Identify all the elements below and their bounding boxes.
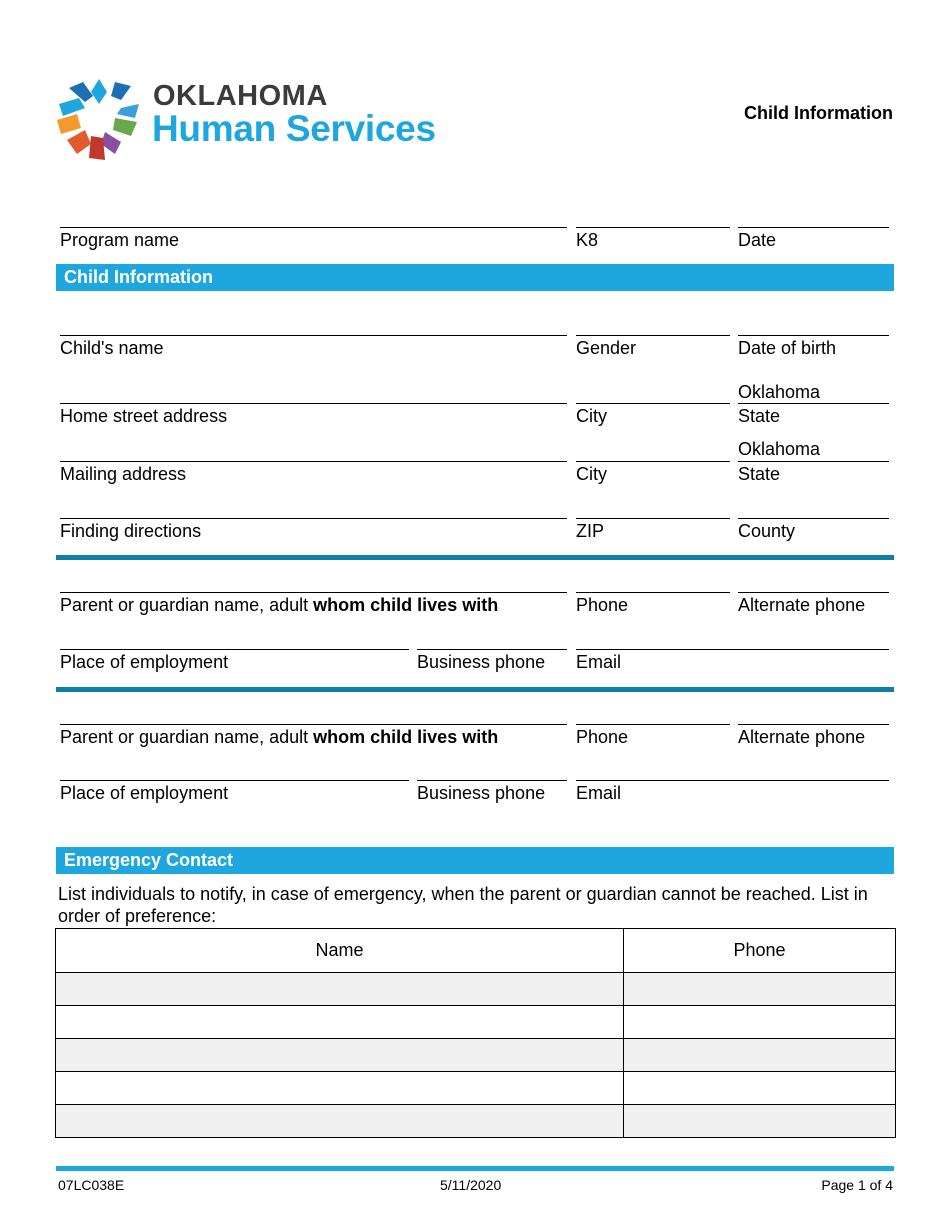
program-name-label: Program name	[60, 230, 180, 250]
home-state-value: Oklahoma	[738, 382, 821, 402]
guardian-1-business-phone-label: Business phone	[417, 652, 546, 672]
gender-label: Gender	[576, 338, 637, 358]
guardian-1-alternate-phone-label: Alternate phone	[738, 595, 866, 615]
table-row	[56, 1039, 896, 1072]
k8-field[interactable]	[576, 227, 730, 251]
emergency-contact-heading: Emergency Contact	[56, 847, 894, 874]
star-emblem-icon	[55, 74, 143, 164]
guardian-1-name-label-prefix: Parent or guardian name, adult	[60, 595, 314, 615]
logo-wordmark-line2: Human Services	[152, 108, 436, 149]
mailing-state-label: State	[738, 464, 781, 484]
logo-wordmark-line1: OKLAHOMA	[153, 80, 328, 112]
guardian-2-email-label: Email	[576, 783, 622, 803]
contact-name-cell[interactable]	[56, 1006, 624, 1039]
emergency-contact-table	[55, 928, 896, 1138]
finding-directions-label: Finding directions	[60, 521, 202, 541]
guardian-2-business-phone-label: Business phone	[417, 783, 546, 803]
revision-date: 5/11/2020	[440, 1177, 502, 1193]
guardian-2-employment-field[interactable]	[60, 780, 409, 804]
date-label: Date	[738, 230, 777, 250]
county-label: County	[738, 521, 796, 541]
guardian-2-name-label-bold: whom child lives with	[313, 727, 499, 747]
section-divider	[56, 687, 894, 692]
table-header-row	[56, 929, 896, 973]
guardian-1-name-field[interactable]	[60, 592, 567, 616]
guardian-2-business-phone-field[interactable]	[417, 780, 567, 804]
date-field[interactable]	[738, 227, 889, 251]
finding-directions-field[interactable]	[60, 518, 567, 542]
contact-name-cell[interactable]	[56, 1105, 624, 1138]
child-information-heading: Child Information	[56, 264, 894, 291]
guardian-2-phone-label: Phone	[576, 727, 629, 747]
guardian-1-name-label-bold: whom child lives with	[313, 595, 499, 615]
contact-name-cell[interactable]	[56, 1072, 624, 1105]
section-divider	[56, 555, 894, 560]
childs-name-field[interactable]	[60, 335, 567, 359]
table-row	[56, 1105, 896, 1138]
gender-field[interactable]	[576, 335, 730, 359]
name-column-header: Name	[56, 929, 624, 973]
guardian-1-business-phone-field[interactable]	[417, 649, 567, 673]
home-state-field[interactable]	[738, 403, 889, 427]
program-name-field[interactable]	[60, 227, 567, 251]
page-title: Child Information	[744, 103, 893, 123]
guardian-2-employment-label: Place of employment	[60, 783, 229, 803]
contact-phone-cell[interactable]	[624, 1072, 896, 1105]
guardian-1-email-label: Email	[576, 652, 622, 672]
agency-logo	[55, 74, 465, 166]
zip-label: ZIP	[576, 521, 605, 541]
guardian-1-email-field[interactable]	[576, 649, 889, 673]
footer-divider	[56, 1166, 894, 1171]
mailing-state-value: Oklahoma	[738, 439, 821, 459]
mailing-address-label: Mailing address	[60, 464, 187, 484]
table-row	[56, 1072, 896, 1105]
contact-phone-cell[interactable]	[624, 973, 896, 1006]
home-street-address-field[interactable]	[60, 403, 567, 427]
guardian-1-alternate-phone-field[interactable]	[738, 592, 889, 616]
form-number: 07LC038E	[58, 1177, 125, 1193]
guardian-1-phone-field[interactable]	[576, 592, 730, 616]
guardian-2-alternate-phone-field[interactable]	[738, 724, 889, 748]
contact-phone-cell[interactable]	[624, 1006, 896, 1039]
guardian-2-phone-field[interactable]	[576, 724, 730, 748]
contact-phone-cell[interactable]	[624, 1039, 896, 1072]
zip-field[interactable]	[576, 518, 730, 542]
guardian-2-name-label-prefix: Parent or guardian name, adult	[60, 727, 314, 747]
date-of-birth-label: Date of birth	[738, 338, 837, 358]
home-city-label: City	[576, 406, 607, 426]
date-of-birth-field[interactable]	[738, 335, 889, 359]
guardian-2-alternate-phone-label: Alternate phone	[738, 727, 866, 747]
table-row	[56, 1006, 896, 1039]
home-street-address-label: Home street address	[60, 406, 228, 426]
phone-column-header: Phone	[624, 929, 896, 973]
home-state-label: State	[738, 406, 781, 426]
mailing-city-field[interactable]	[576, 461, 730, 485]
county-field[interactable]	[738, 518, 889, 542]
page-number: Page 1 of 4	[821, 1177, 893, 1193]
contact-phone-cell[interactable]	[624, 1105, 896, 1138]
mailing-state-field[interactable]	[738, 461, 889, 485]
contact-name-cell[interactable]	[56, 973, 624, 1006]
guardian-1-phone-label: Phone	[576, 595, 629, 615]
mailing-address-field[interactable]	[60, 461, 567, 485]
emergency-instructions: List individuals to notify, in case of emergency, when the parent or guardian cannot be reached. List in order of preference:	[58, 884, 868, 926]
k8-label: K8	[576, 230, 599, 250]
home-city-field[interactable]	[576, 403, 730, 427]
childs-name-label: Child's name	[60, 338, 164, 358]
mailing-city-label: City	[576, 464, 607, 484]
guardian-1-employment-label: Place of employment	[60, 652, 229, 672]
guardian-2-email-field[interactable]	[576, 780, 889, 804]
table-row	[56, 973, 896, 1006]
guardian-1-employment-field[interactable]	[60, 649, 409, 673]
contact-name-cell[interactable]	[56, 1039, 624, 1072]
guardian-2-name-field[interactable]	[60, 724, 567, 748]
